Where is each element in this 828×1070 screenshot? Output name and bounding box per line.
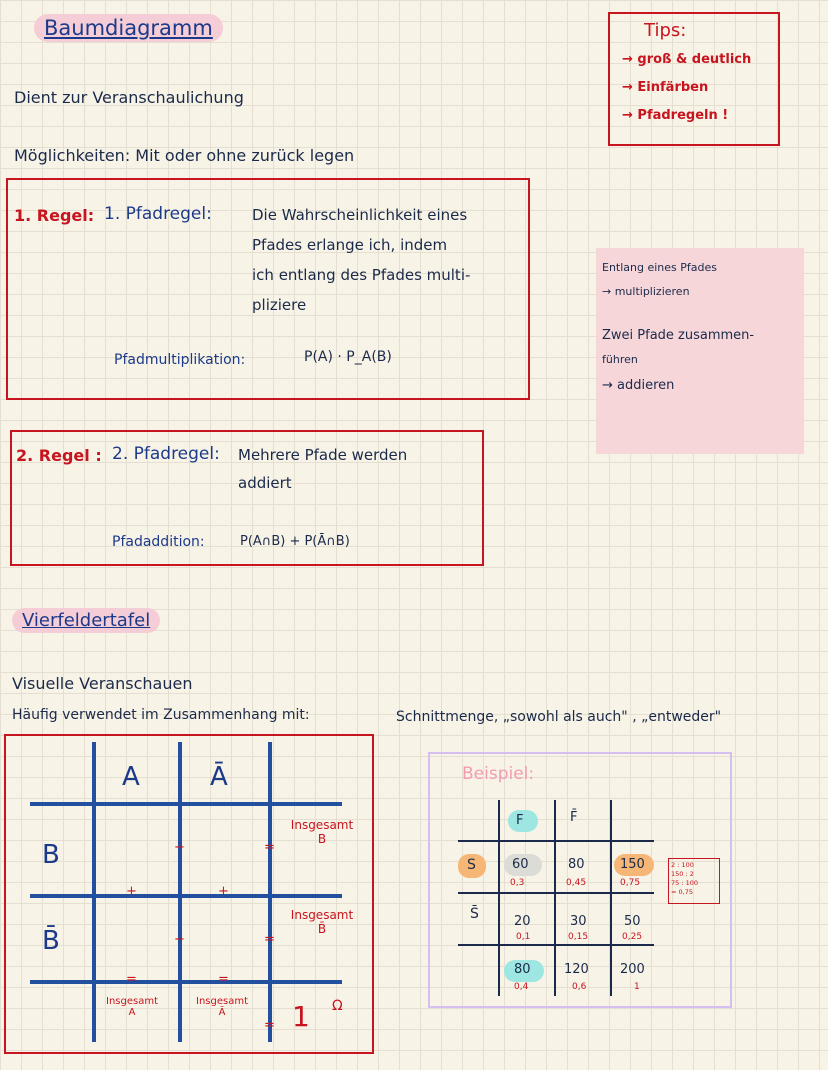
ins-bbar: Insgesamt B̄ — [290, 908, 354, 936]
eq-4: = — [218, 972, 229, 987]
rule2-formula-label: Pfadaddition: — [112, 534, 205, 550]
note-line-3: Zwei Pfade zusammen- — [602, 328, 755, 343]
rule1-text-1: Die Wahrscheinlichkeit eines — [252, 206, 468, 224]
baum-desc: Dient zur Veranschaulichung — [14, 88, 244, 107]
baum-moeglich: Möglichkeiten: Mit oder ohne zurück legen — [14, 146, 355, 165]
eq-3: = — [126, 972, 137, 987]
rule2-label: 2. Regel : — [16, 446, 102, 465]
tips-box — [608, 12, 780, 146]
vier-haeufig: Häufig verwendet im Zusammenhang mit: — [12, 707, 310, 723]
plus-3: + — [126, 884, 137, 899]
cell-r3-c2: 120 — [564, 962, 589, 977]
cell-r2p-c3: 0,25 — [622, 932, 643, 942]
cell-r1p-c1: 0,3 — [510, 878, 525, 888]
eq-5: = — [264, 1018, 275, 1033]
bsp-line-h2 — [458, 892, 654, 894]
ins-abar: Insgesamt Ā — [196, 996, 248, 1018]
row-b: B — [42, 840, 60, 870]
tips-item-3: → Pfadregeln ! — [622, 108, 729, 123]
plus-4: + — [218, 884, 229, 899]
total-one: 1 — [292, 1000, 310, 1033]
vier-schnitt: Schnittmenge, „sowohl als auch" , „entweder" — [396, 709, 722, 725]
col-abar: Ā — [210, 762, 228, 792]
ins-b: Insgesamt B — [290, 818, 354, 846]
rule1-name: 1. Pfadregel: — [104, 204, 212, 224]
bsp-col-f: F — [516, 813, 524, 828]
cell-r2-c2: 30 — [570, 914, 587, 929]
rule1-text-3: ich entlang des Pfades multi- — [252, 266, 471, 284]
rule1-label: 1. Regel: — [14, 206, 95, 225]
cell-r2-c3: 50 — [624, 914, 641, 929]
eq-2: = — [264, 932, 275, 947]
note-line-1: Entlang eines Pfades — [602, 261, 718, 274]
grid-line-h3 — [30, 980, 342, 984]
tips-item-2: → Einfärben — [622, 80, 709, 95]
bsp-line-v3 — [610, 800, 612, 996]
rule2-name: 2. Pfadregel: — [112, 444, 220, 464]
cell-r3p-c2: 0,6 — [572, 982, 587, 992]
cell-r2-c1: 20 — [514, 914, 531, 929]
grid-line-h1 — [30, 802, 342, 806]
vier-desc: Visuelle Veranschauen — [12, 674, 193, 693]
baum-title: Baumdiagramm — [34, 14, 223, 42]
rule1-formula-label: Pfadmultiplikation: — [114, 352, 246, 368]
beispiel-title: Beispiel: — [462, 764, 535, 784]
bsp-line-v2 — [554, 800, 556, 996]
plus-1: + — [174, 840, 185, 855]
rule1-text-4: pliziere — [252, 296, 307, 314]
baum-title-wrap — [34, 16, 223, 40]
bsp-row-sbar: S̄ — [470, 906, 479, 922]
tips-title: Tips: — [644, 20, 687, 41]
cell-r2p-c2: 0,15 — [568, 932, 589, 942]
eq-1: = — [264, 840, 275, 855]
cell-r2p-c1: 0,1 — [516, 932, 531, 942]
vier-table-box — [4, 734, 374, 1054]
cell-r1-c2: 80 — [568, 857, 585, 872]
col-a: A — [122, 762, 140, 792]
cell-r1-c1: 60 — [512, 857, 529, 872]
bsp-line-h1 — [458, 840, 654, 842]
calc-box: 2 : 100 150 : 2 75 : 100 = 0,75 — [668, 858, 720, 904]
rule2-formula: P(A∩B) + P(Ā∩B) — [240, 534, 350, 549]
rule2-text-1: Mehrere Pfade werden — [238, 446, 408, 464]
cell-r1p-c3: 0,75 — [620, 878, 641, 888]
rule1-box — [6, 178, 530, 400]
grid-line-v3 — [268, 742, 272, 1042]
bsp-col-fbar: F̄ — [570, 810, 578, 825]
beispiel-box — [428, 752, 732, 1008]
row-bbar: B̄ — [42, 926, 60, 956]
bsp-line-v1 — [498, 800, 500, 996]
pfad-note — [596, 248, 804, 454]
ins-a: Insgesamt A — [106, 996, 158, 1018]
rule1-formula: P(A) · P_A(B) — [304, 349, 392, 365]
rule2-box — [10, 430, 484, 566]
cell-r3p-c1: 0,4 — [514, 982, 529, 992]
omega: Ω — [332, 998, 343, 1014]
bsp-row-s: S — [467, 857, 476, 873]
cell-r3p-c3: 1 — [634, 982, 640, 992]
vier-title-wrap — [12, 610, 160, 631]
note-line-2: → multiplizieren — [602, 285, 690, 298]
note-line-4: führen — [602, 353, 638, 366]
cell-r3-c1: 80 — [514, 962, 531, 977]
plus-2: + — [174, 932, 185, 947]
cell-r1p-c2: 0,45 — [566, 878, 587, 888]
vier-title: Vierfeldertafel — [12, 608, 160, 633]
cell-r3-c3: 200 — [620, 962, 645, 977]
tips-item-1: → groß & deutlich — [622, 52, 752, 67]
cell-r1-c3: 150 — [620, 857, 645, 872]
rule2-text-2: addiert — [238, 474, 292, 492]
note-line-5: → addieren — [602, 378, 675, 393]
bsp-line-h3 — [458, 944, 654, 946]
grid-line-h2 — [30, 894, 342, 898]
rule1-text-2: Pfades erlange ich, indem — [252, 236, 448, 254]
